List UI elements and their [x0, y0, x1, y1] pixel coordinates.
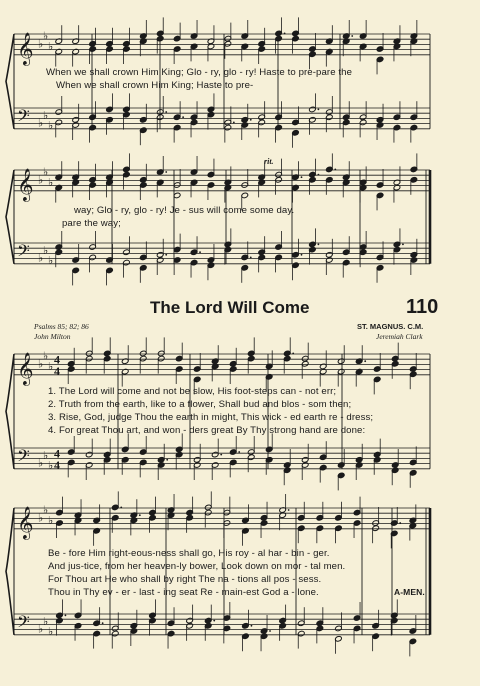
- bass-clef: [17, 108, 30, 130]
- dot: [351, 35, 353, 37]
- svg-text:𝄢: 𝄢: [17, 107, 30, 130]
- svg-text:♭: ♭: [48, 361, 54, 373]
- system2-lyric-line2: pare the way;: [62, 218, 121, 229]
- dot: [139, 514, 141, 516]
- svg-text:♭: ♭: [38, 512, 44, 525]
- svg-text:𝄢: 𝄢: [17, 613, 30, 636]
- dot: [182, 116, 184, 118]
- verse-1-line-b: Be - fore Him right-eous-ness shall go, His roy - al har - bin - ger.: [48, 548, 330, 559]
- verse-4-line-a: 4. For great Thou art, and won - ders great By Thy strong hand are done:: [48, 425, 366, 436]
- bass-notes: [55, 228, 418, 285]
- svg-text:𝄞: 𝄞: [17, 33, 34, 65]
- svg-text:♭: ♭: [38, 252, 44, 265]
- svg-text:♭: ♭: [38, 358, 44, 371]
- bass-staff: [14, 448, 430, 469]
- amen-label: A-MEN.: [394, 587, 425, 597]
- svg-text:♭: ♭: [43, 109, 49, 122]
- dot: [251, 625, 253, 627]
- svg-text:♭: ♭: [43, 30, 49, 43]
- svg-text:𝄢: 𝄢: [17, 447, 30, 470]
- bass-notes: [67, 433, 417, 490]
- dot: [250, 257, 252, 259]
- composer-credit: Jeremiah Clark: [376, 332, 423, 341]
- system-brace: [6, 508, 14, 635]
- verse-4-line-b: Thou in Thy ev - er - last - ing seat Re - main-est God a - lone.: [48, 587, 319, 598]
- scripture-reference: Psalms 85; 82; 86: [34, 322, 89, 331]
- dot: [399, 522, 401, 524]
- bass-staff: [14, 108, 430, 129]
- verse-1-line-a: 1. The Lord will come and not be slow, His foot-steps can - not err;: [48, 386, 337, 397]
- dot: [318, 109, 320, 111]
- svg-text:4: 4: [54, 352, 60, 367]
- dot: [165, 171, 167, 173]
- svg-text:♭: ♭: [38, 457, 44, 470]
- svg-text:𝄞: 𝄞: [17, 169, 34, 201]
- system-brace: [6, 170, 14, 264]
- svg-text:𝄞: 𝄞: [17, 353, 34, 385]
- dot: [199, 251, 201, 253]
- bass-notes: [55, 93, 418, 147]
- svg-text:♭: ♭: [43, 350, 49, 363]
- dot: [301, 254, 303, 256]
- svg-text:♭: ♭: [38, 623, 44, 636]
- bass-clef: [17, 614, 30, 636]
- time-signature: [54, 446, 60, 471]
- svg-text:♭: ♭: [43, 615, 49, 628]
- treble-notes: [55, 17, 418, 74]
- svg-text:4: 4: [54, 363, 60, 378]
- svg-text:♭: ♭: [43, 166, 49, 179]
- system-brace: [6, 34, 14, 129]
- dot: [220, 454, 222, 456]
- svg-text:♭: ♭: [48, 255, 54, 268]
- dot: [402, 244, 404, 246]
- dot: [292, 353, 294, 355]
- dot: [269, 630, 271, 632]
- svg-text:♭: ♭: [48, 626, 54, 639]
- dot: [288, 509, 290, 511]
- svg-text:♭: ♭: [38, 38, 44, 51]
- dot: [233, 122, 235, 124]
- svg-text:♭: ♭: [48, 460, 54, 473]
- svg-text:♭: ♭: [43, 449, 49, 462]
- svg-text:♭: ♭: [48, 120, 54, 133]
- dot: [65, 615, 67, 617]
- bass-clef: [17, 243, 30, 265]
- verse-3-line-a: 3. Rise, God, judge Thou the earth in might, This wick - ed earth re - dress;: [48, 412, 374, 423]
- dot: [238, 451, 240, 453]
- svg-text:♭: ♭: [48, 41, 54, 53]
- svg-text:4: 4: [54, 457, 60, 472]
- dot: [102, 622, 104, 624]
- tune-name: ST. MAGNUS. C.M.: [357, 322, 424, 331]
- dot: [213, 620, 215, 622]
- dot: [284, 33, 286, 35]
- system1-lyric-line1: When we shall crown Him King; Glo - ry, glo - ry! Haste to pre-pare the: [46, 67, 353, 78]
- verse-2-line-b: And jus-tice, from her heaven-ly bower, Look down on mor - tal men.: [48, 561, 346, 572]
- svg-text:𝄞: 𝄞: [17, 507, 34, 539]
- dot: [318, 244, 320, 246]
- dot: [318, 174, 320, 176]
- dot: [364, 360, 366, 362]
- svg-text:4: 4: [54, 446, 60, 461]
- svg-text:♭: ♭: [43, 244, 49, 257]
- rit-marking: rit.: [264, 157, 274, 166]
- treble-staff: [14, 34, 430, 55]
- verse-3-line-b: For Thou art He who shall by right The na - tions all pos - sess.: [48, 574, 322, 585]
- dot: [166, 459, 168, 461]
- dot: [165, 111, 167, 113]
- treble-notes: [55, 153, 418, 210]
- verse-2-line-a: 2. Truth from the earth, like to a flower, Shall bud and blos - som then;: [48, 399, 352, 410]
- svg-text:♭: ♭: [38, 117, 44, 130]
- treble-clef: [17, 33, 34, 66]
- dot: [120, 507, 122, 509]
- dot: [165, 254, 167, 256]
- bass-clef: [17, 448, 30, 470]
- treble-clef: [17, 507, 34, 540]
- svg-text:♭: ♭: [48, 515, 54, 527]
- treble-staff: [14, 354, 430, 375]
- treble-clef: [17, 169, 34, 202]
- time-signature: [54, 352, 60, 377]
- svg-text:♭: ♭: [38, 174, 44, 187]
- system1-lyric-line2: When we shall crown Him King; Haste to pre-: [56, 80, 254, 91]
- hymn-number: 110: [406, 296, 439, 318]
- svg-text:♭: ♭: [43, 504, 49, 517]
- treble-clef: [17, 353, 34, 386]
- system2-lyric-line1: way; Glo - ry, glo - ry! Je - sus will come some day.: [74, 205, 295, 216]
- author-credit: John Milton: [34, 332, 71, 341]
- system-brace: [6, 354, 14, 469]
- svg-text:♭: ♭: [48, 177, 54, 189]
- dot: [301, 176, 303, 178]
- dot: [334, 169, 336, 171]
- svg-text:𝄢: 𝄢: [17, 242, 30, 265]
- hymn-title: The Lord Will Come: [150, 298, 310, 317]
- dot: [250, 119, 252, 121]
